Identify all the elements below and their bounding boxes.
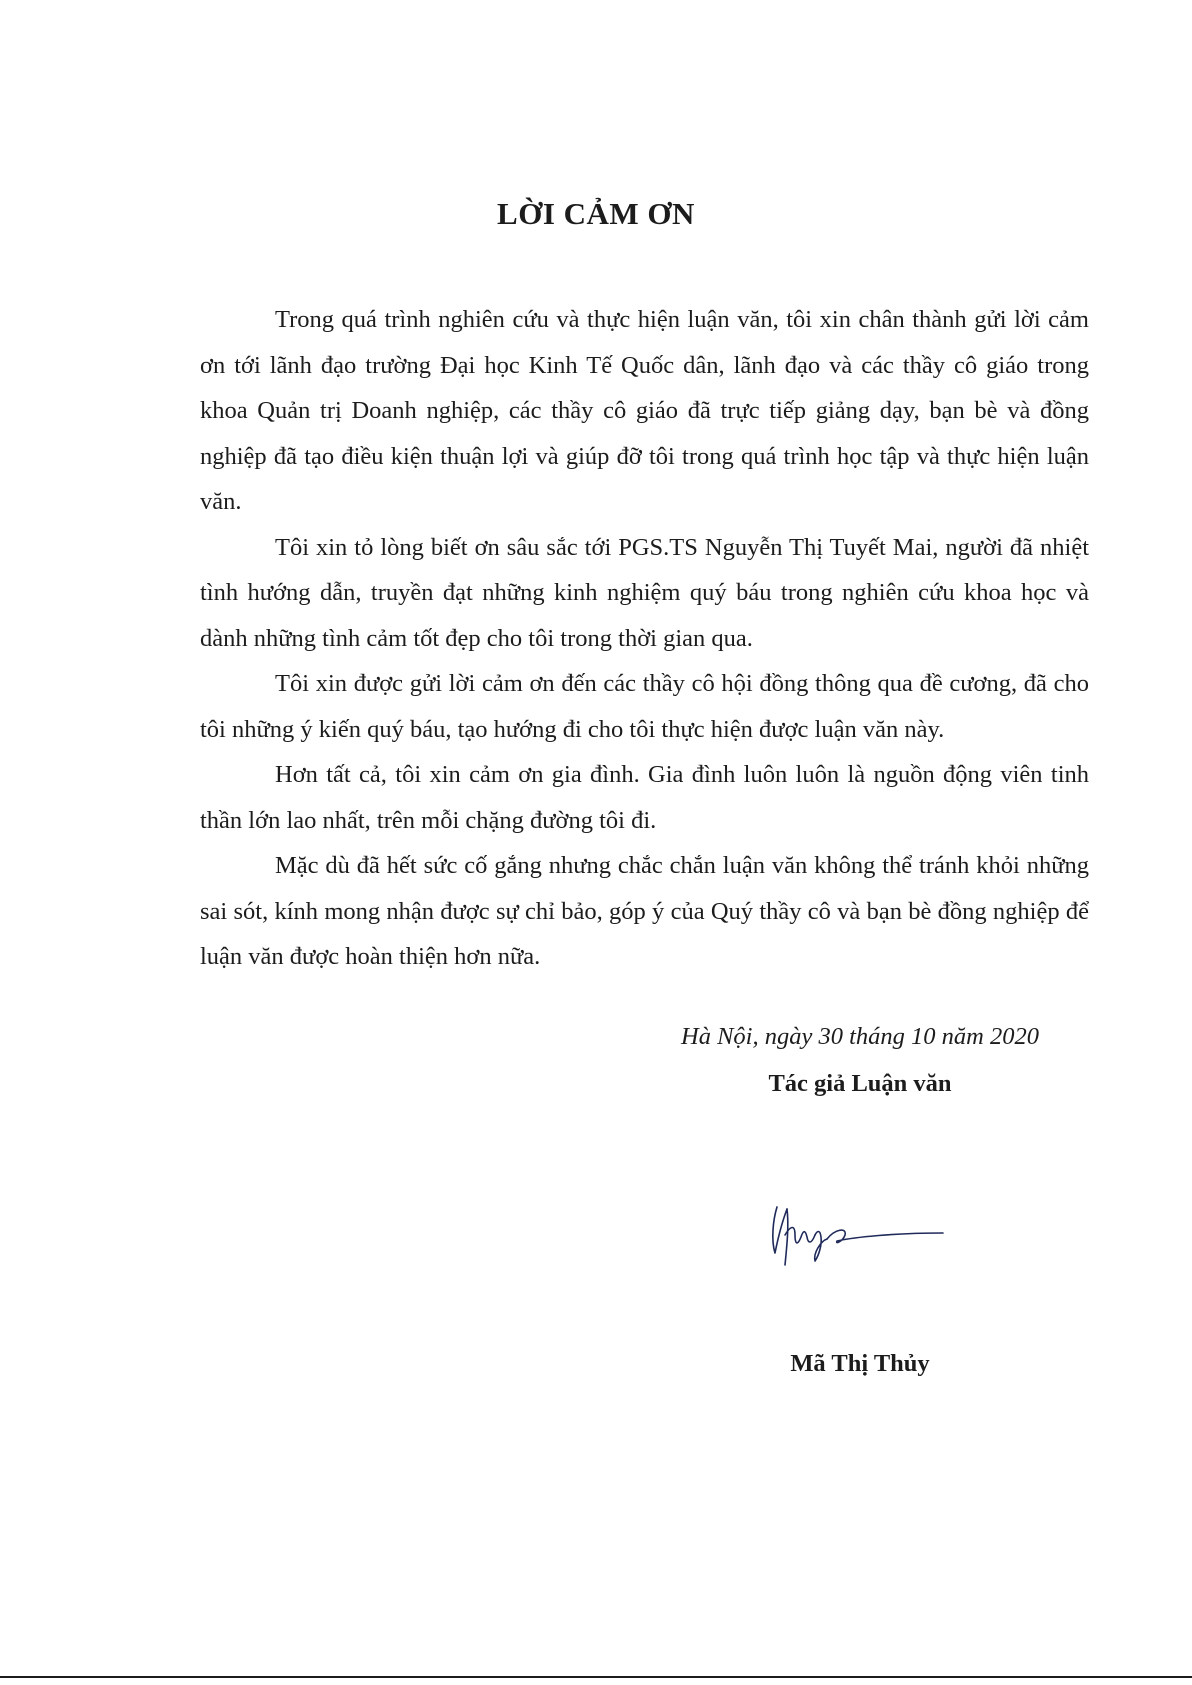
- author-name: Mã Thị Thủy: [790, 1350, 930, 1377]
- paragraph-4: Hơn tất cả, tôi xin cảm ơn gia đình. Gia đình luôn luôn là nguồn động viên tinh thần lớn lao nhất, trên mỗi chặng đường tôi đi.: [200, 761, 1089, 834]
- paragraph-5: Mặc dù đã hết sức cố gắng nhưng chắc chắn luận văn không thể tránh khỏi những sai sót, kính mong nhận được sự chỉ bảo, góp ý của Quý thầy cô và bạn bè đồng nghiệp để luận văn được hoàn thiện hơn nữa.: [200, 852, 1089, 970]
- paragraph-3: Tôi xin được gửi lời cảm ơn đến các thầy cô hội đồng thông qua đề cương, đã cho tôi những ý kiến quý báu, tạo hướng đi cho tôi thực hiện được luận văn này.: [200, 670, 1089, 743]
- page-title: LỜI CẢM ƠN: [497, 196, 695, 231]
- handwritten-signature: [765, 1195, 955, 1270]
- paragraph-2: Tôi xin tỏ lòng biết ơn sâu sắc tới PGS.TS Nguyễn Thị Tuyết Mai, người đã nhiệt tình hướng dẫn, truyền đạt những kinh nghiệm quý báu trong nghiên cứu khoa học và dành những tình cảm tốt đẹp cho tôi trong thời gian qua.: [200, 533, 1089, 652]
- place-and-date: Hà Nội, ngày 30 tháng 10 năm 2020: [681, 1023, 1039, 1050]
- acknowledgement-body: [200, 297, 1089, 980]
- author-role: Tác giả Luận văn: [768, 1070, 952, 1097]
- paragraph-1: Trong quá trình nghiên cứu và thực hiện luận văn, tôi xin chân thành gửi lời cảm ơn tới lãnh đạo trường Đại học Kinh Tế Quốc dân, lãnh đạo và các thầy cô giáo trong khoa Quản trị Doanh nghiệp, các thầy cô giáo đã trực tiếp giảng dạy, bạn bè và đồng nghiệp đã tạo điều kiện thuận lợi và giúp đỡ tôi trong quá trình học tập và thực hiện luận văn.: [200, 306, 1089, 515]
- bottom-rule: [0, 1676, 1192, 1678]
